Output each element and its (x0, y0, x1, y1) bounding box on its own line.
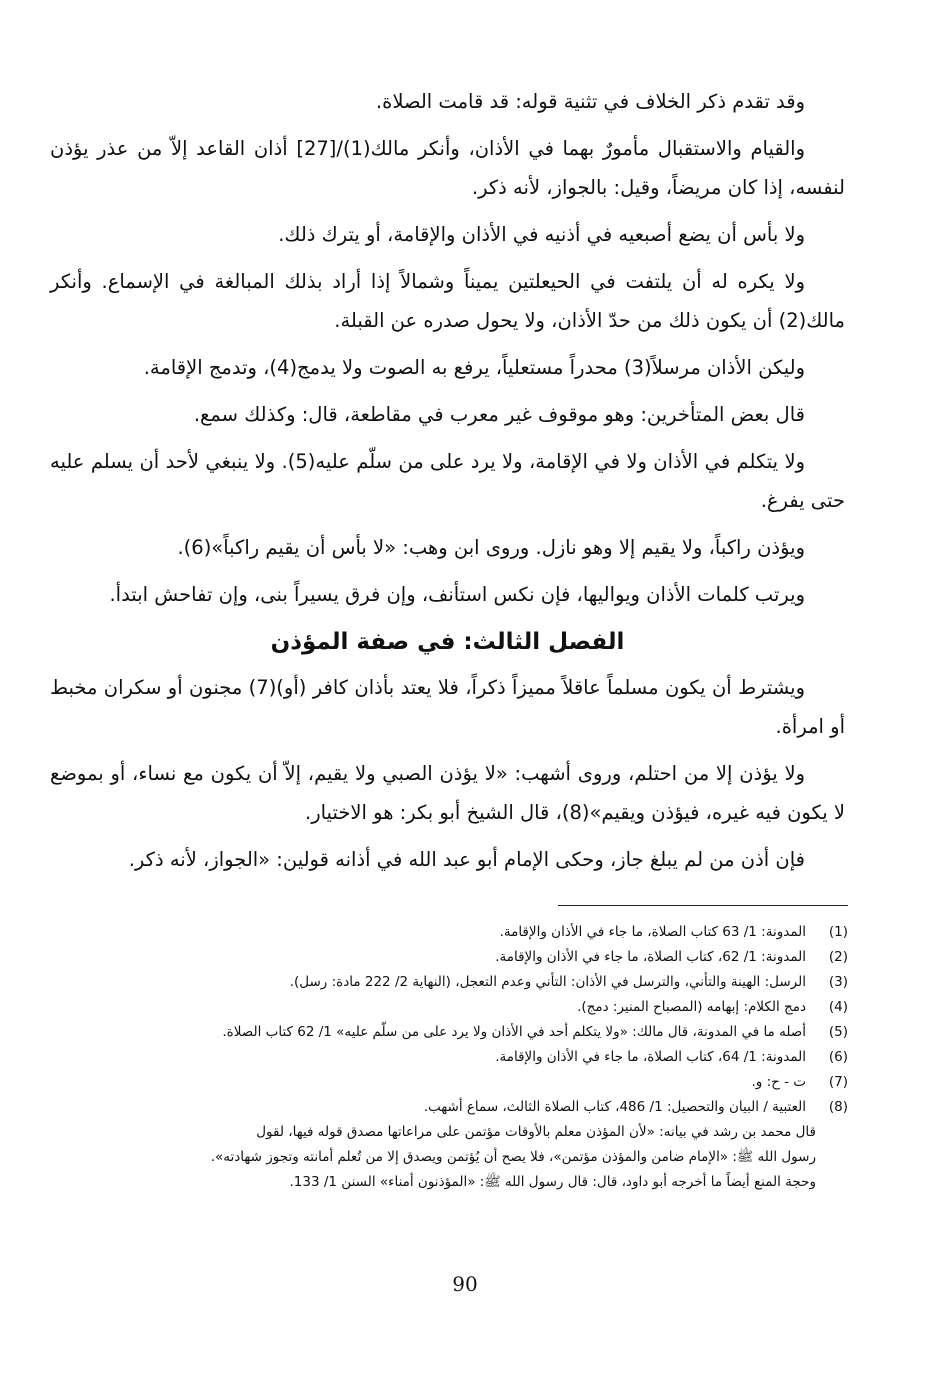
footnote-continuation-line: رسول الله ﷺ: «الإمام ضامن والمؤذن مؤتمن»، فلا يصح أن يُؤتمن ويصدق إلا من تُعلم أمانته وتجوز شهادته». (210, 1149, 816, 1165)
section-heading: الفصل الثالث: في صفة المؤذن (270, 629, 625, 655)
footnote-number: (2) (828, 949, 848, 965)
footnote (100, 920, 848, 945)
main-text (50, 82, 845, 887)
footnotes (100, 920, 848, 1195)
paragraph: فإن أذن من لم يبلغ جاز، وحكى الإمام أبو عبد الله في أذانه قولين: «الجواز، لأنه ذكر. (128, 848, 805, 871)
page-number: 90 (452, 1272, 478, 1296)
footnote (100, 1045, 848, 1070)
footnote (100, 970, 848, 995)
paragraphs-before (50, 82, 845, 614)
footnote (100, 1070, 848, 1095)
footnote (100, 945, 848, 970)
footnote-text: أصله ما في المدونة، قال مالك: «ولا يتكلم أحد في الأذان ولا يرد على من سلّم عليه» 1/ 62 كتاب الصلاة. (222, 1024, 806, 1040)
paragraph: قال بعض المتأخرين: وهو موقوف غير معرب في مقاطعة، قال: وكذلك سمع. (193, 403, 805, 426)
footnote-text: دمج الكلام: إبهامه (المصباح المنير: دمج). (577, 999, 806, 1015)
footnote-number: (8) (828, 1099, 848, 1115)
paragraph: والقيام والاستقبال مأمورٌ بهما في الأذان، وأنكر مالك(1)/[27] أذان القاعد إلاّ من عذر يؤذن لنفسه، إذا كان مريضاً، وقيل: بالجواز، لأنه ذكر. (50, 137, 845, 199)
footnote (100, 995, 848, 1020)
footnote-text: المدونة: 1/ 62، كتاب الصلاة، ما جاء في الأذان والإقامة. (495, 949, 806, 965)
footnote-text: ت - ح: و. (751, 1074, 806, 1090)
paragraph: وقد تقدم ذكر الخلاف في تثنية قوله: قد قامت الصلاة. (375, 90, 805, 113)
footnote-number: (6) (828, 1049, 848, 1065)
footnote-text: المدونة: 1/ 64، كتاب الصلاة، ما جاء في الأذان والإقامة. (495, 1049, 806, 1065)
footnote (100, 1020, 848, 1045)
footnote-number: (5) (828, 1024, 848, 1040)
footnote (100, 1095, 848, 1120)
paragraph: ولا يؤذن إلا من احتلم، وروى أشهب: «لا يؤذن الصبي ولا يقيم، إلاّ أن يكون مع نساء، أو بموضع لا يكون فيه غيره، فيؤذن ويقيم»(8)، قال الشيخ أبو بكر: هو الاختيار. (50, 762, 845, 824)
paragraph: ولا يكره له أن يلتفت في الحيعلتين يميناً وشمالاً إذا أراد بذلك المبالغة في الإسماع. وأنكر مالك(2) أن يكون ذلك من حدّ الأذان، ولا يحول صدره عن القبلة. (50, 270, 845, 332)
footnote-divider (558, 905, 848, 906)
footnote-number: (4) (828, 999, 848, 1015)
footnote-text: الرسل: الهينة والتأني، والترسل في الأذان: التأني وعدم التعجل، (النهاية 2/ 222 مادة: رسل). (289, 974, 806, 990)
paragraph: وليكن الأذان مرسلاً(3) محدراً مستعلياً، يرفع به الصوت ولا يدمج(4)، وتدمج الإقامة. (143, 356, 805, 379)
paragraph: ويؤذن راكباً، ولا يقيم إلا وهو نازل. وروى ابن وهب: «لا بأس أن يقيم راكباً»(6). (177, 536, 805, 559)
paragraphs-after (50, 668, 845, 879)
paragraph: ولا يتكلم في الأذان ولا في الإقامة، ولا يرد على من سلّم عليه(5). ولا ينبغي لأحد أن يسلم عليه حتى يفرغ. (50, 450, 845, 512)
footnote-continuation-line: وحجة المنع أيضاً ما أخرجه أبو داود، قال: قال رسول الله ﷺ: «المؤذنون أمناء» السنن 1/ 133. (289, 1174, 816, 1190)
footnote-number: (1) (828, 924, 848, 940)
footnote-text: العتبية / البيان والتحصيل: 1/ 486، كتاب الصلاة الثالث، سماع أشهب. (423, 1099, 806, 1115)
footnote-number: (3) (828, 974, 848, 990)
paragraph: ويشترط أن يكون مسلماً عاقلاً مميزاً ذكراً، فلا يعتد بأذان كافر (أو)(7) مجنون أو سكران مخبط أو امرأة. (50, 676, 845, 738)
footnote-continuation-line: قال محمد بن رشد في بيانه: «لأن المؤذن معلم بالأوقات مؤتمن على مراعاتها مصدق قوله فيها، لقول (256, 1124, 816, 1140)
paragraph: ويرتب كلمات الأذان ويواليها، فإن نكس استأنف، وإن فرق يسيراً بنى، وإن تفاحش ابتدأ. (109, 583, 805, 606)
footnote-number: (7) (828, 1074, 848, 1090)
footnote-text: المدونة: 1/ 63 كتاب الصلاة، ما جاء في الأذان والإقامة. (499, 924, 806, 940)
paragraph: ولا بأس أن يضع أصبعيه في أذنيه في الأذان والإقامة، أو يترك ذلك. (278, 223, 805, 246)
